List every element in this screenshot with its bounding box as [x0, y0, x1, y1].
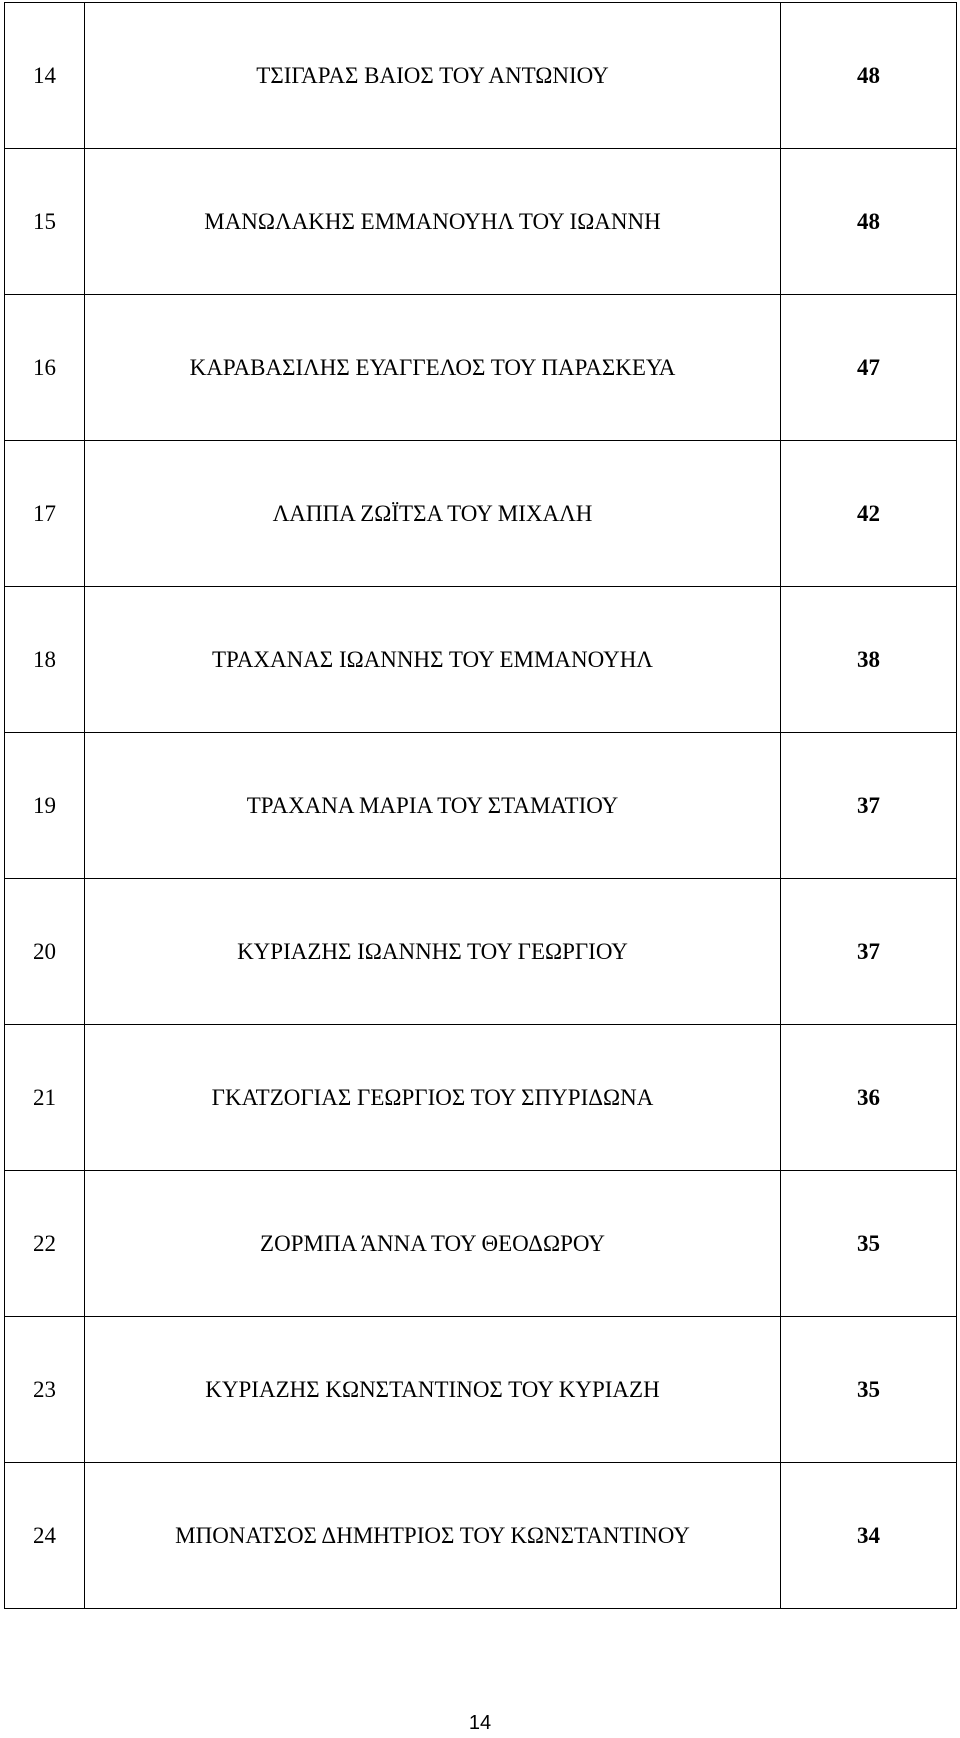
row-number: 21 [5, 1025, 85, 1171]
table-row [5, 295, 957, 441]
results-table [4, 2, 957, 1609]
score-value: 42 [781, 441, 957, 587]
score-value: 48 [781, 3, 957, 149]
table-row [5, 1317, 957, 1463]
candidate-name: ΜΑΝΩΛΑΚΗΣ ΕΜΜΑΝΟΥΗΛ ΤΟΥ ΙΩΑΝΝΗ [85, 149, 781, 295]
score-value: 34 [781, 1463, 957, 1609]
candidate-name: ΚΥΡΙΑΖΗΣ ΚΩΝΣΤΑΝΤΙΝΟΣ ΤΟΥ ΚΥΡΙΑΖΗ [85, 1317, 781, 1463]
score-value: 47 [781, 295, 957, 441]
row-number: 24 [5, 1463, 85, 1609]
table-row [5, 3, 957, 149]
table-row [5, 879, 957, 1025]
table-row [5, 441, 957, 587]
row-number: 19 [5, 733, 85, 879]
score-value: 37 [781, 879, 957, 1025]
score-value: 35 [781, 1317, 957, 1463]
score-value: 38 [781, 587, 957, 733]
table-row [5, 733, 957, 879]
page-number: 14 [468, 1712, 492, 1734]
row-number: 14 [5, 3, 85, 149]
row-number: 18 [5, 587, 85, 733]
score-value: 36 [781, 1025, 957, 1171]
score-value: 37 [781, 733, 957, 879]
row-number: 17 [5, 441, 85, 587]
table-row [5, 1463, 957, 1609]
candidate-name: ΜΠΟΝΑΤΣΟΣ ΔΗΜΗΤΡΙΟΣ ΤΟΥ ΚΩΝΣΤΑΝΤΙΝΟΥ [85, 1463, 781, 1609]
candidate-name: ΖΟΡΜΠΑ ΆΝΝΑ ΤΟΥ ΘΕΟΔΩΡΟΥ [85, 1171, 781, 1317]
row-number: 15 [5, 149, 85, 295]
candidate-name: ΚΥΡΙΑΖΗΣ ΙΩΑΝΝΗΣ ΤΟΥ ΓΕΩΡΓΙΟΥ [85, 879, 781, 1025]
row-number: 20 [5, 879, 85, 1025]
candidate-name: ΤΡΑΧΑΝΑΣ ΙΩΑΝΝΗΣ ΤΟΥ ΕΜΜΑΝΟΥΗΛ [85, 587, 781, 733]
score-value: 35 [781, 1171, 957, 1317]
candidate-name: ΛΑΠΠΑ ΖΩΪΤΣΑ ΤΟΥ ΜΙΧΑΛΗ [85, 441, 781, 587]
table-row [5, 587, 957, 733]
candidate-name: ΚΑΡΑΒΑΣΙΛΗΣ ΕΥΑΓΓΕΛΟΣ ΤΟΥ ΠΑΡΑΣΚΕΥΑ [85, 295, 781, 441]
row-number: 23 [5, 1317, 85, 1463]
table-row [5, 1171, 957, 1317]
candidate-name: ΤΡΑΧΑΝΑ ΜΑΡΙΑ ΤΟΥ ΣΤΑΜΑΤΙΟΥ [85, 733, 781, 879]
candidate-name: ΓΚΑΤΖΟΓΙΑΣ ΓΕΩΡΓΙΟΣ ΤΟΥ ΣΠΥΡΙΔΩΝΑ [85, 1025, 781, 1171]
table-row [5, 1025, 957, 1171]
row-number: 22 [5, 1171, 85, 1317]
candidate-name: ΤΣΙΓΑΡΑΣ ΒΑΙΟΣ ΤΟΥ ΑΝΤΩΝΙΟΥ [85, 3, 781, 149]
row-number: 16 [5, 295, 85, 441]
table-row [5, 149, 957, 295]
score-value: 48 [781, 149, 957, 295]
